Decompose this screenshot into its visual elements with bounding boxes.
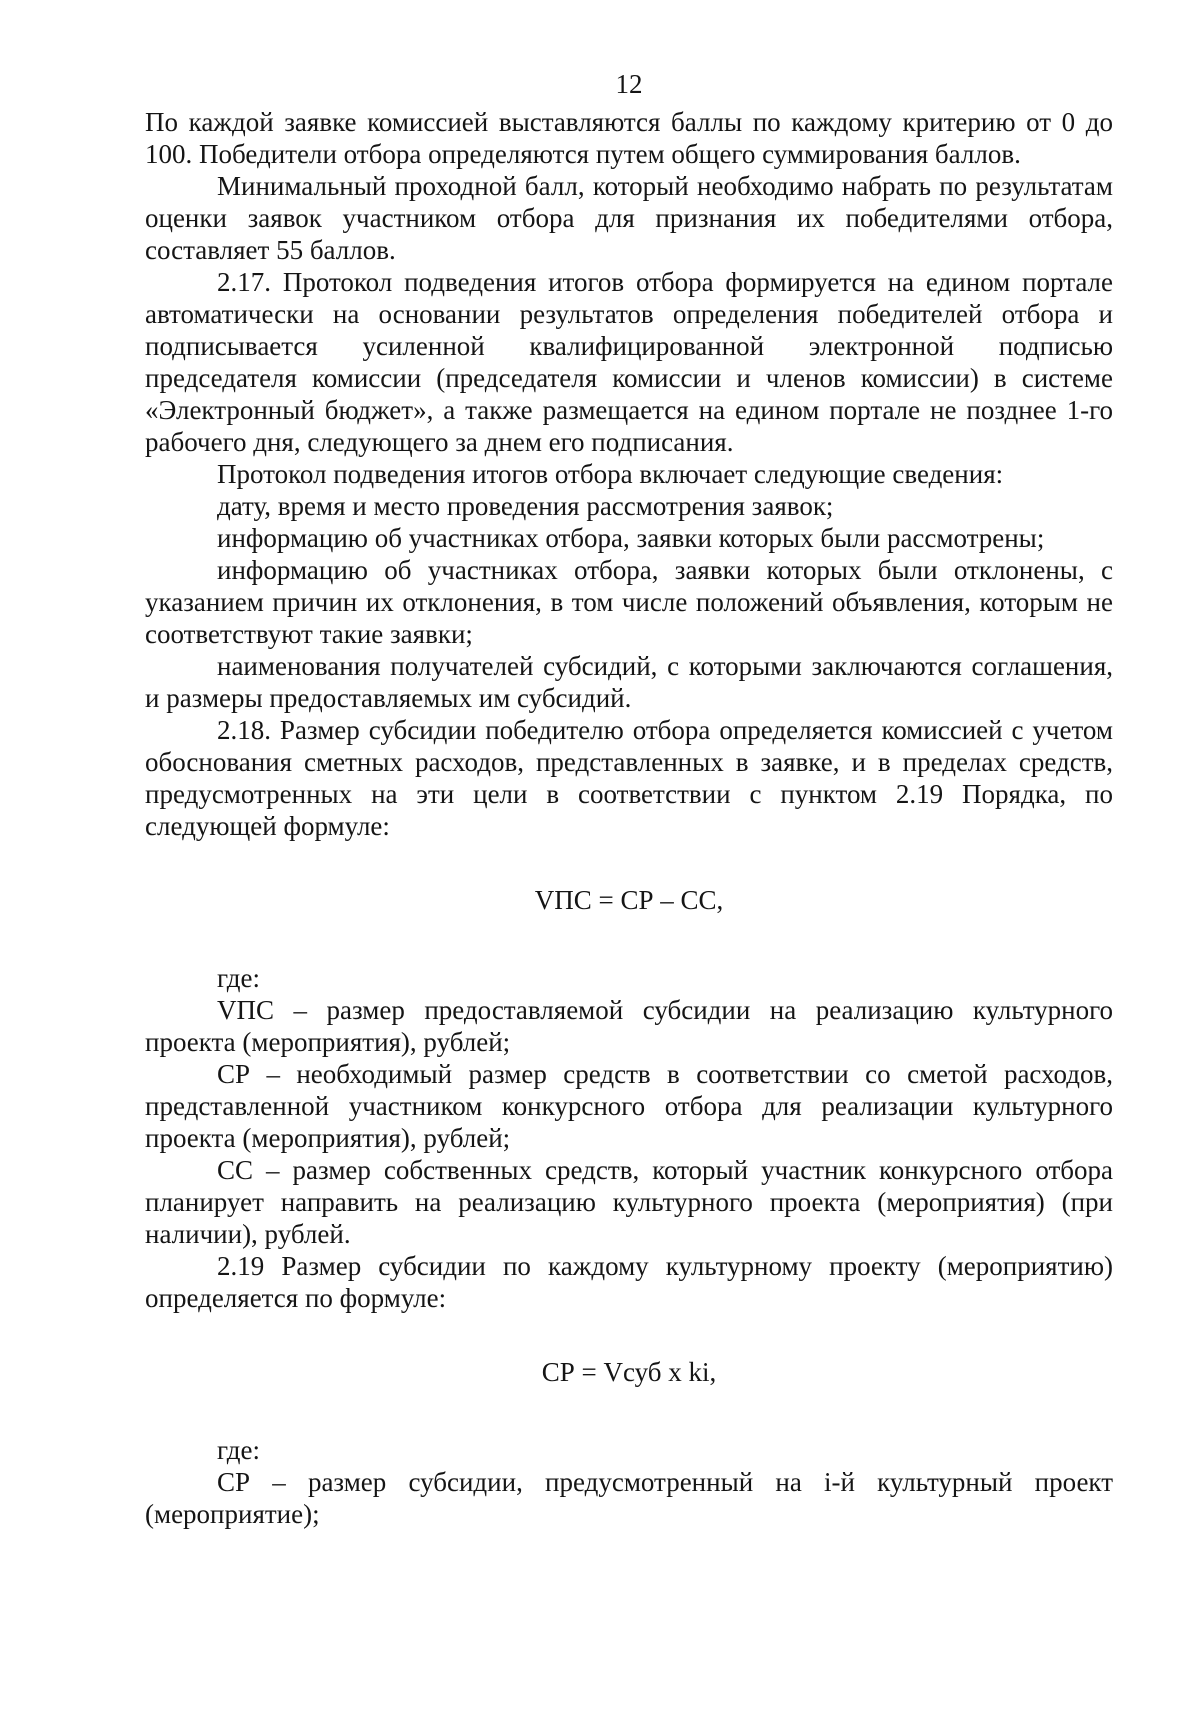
- formula-sr: СР = Vсуб x ki,: [541, 1357, 717, 1387]
- paragraph-2-18: 2.18. Размер субсидии победителю отбора определяется комиссией с учетом обоснования сметных расходов, представленных в заявке, и в пределах средств, предусмотренных на эти цели в соответствии с пунктом 2.19 Порядка, по следующей формуле:: [145, 715, 1113, 841]
- page-number: 12: [615, 69, 643, 99]
- top-text-block: [145, 106, 1113, 842]
- list-item-considered: информацию об участниках отбора, заявки которых были рассмотрены;: [217, 523, 1045, 553]
- paragraph-scoring: По каждой заявке комиссией выставляются баллы по каждому критерию от 0 до 100. Победители отбора определяются путем общего суммирования баллов.: [145, 107, 1113, 169]
- definition-sr: СР – необходимый размер средств в соответствии со сметой расходов, представленной участником конкурсного отбора для реализации культурного проекта (мероприятия), рублей;: [145, 1059, 1113, 1153]
- definition-sr-2: СР – размер субсидии, предусмотренный на i-й культурный проект (мероприятие);: [145, 1467, 1113, 1529]
- list-item-recipients: наименования получателей субсидий, с которыми заключаются соглашения, и размеры предоставляемых им субсидий.: [145, 651, 1113, 713]
- list-item-rejected: информацию об участниках отбора, заявки которых были отклонены, с указанием причин их отклонения, в том числе положений объявления, которым не соответствуют такие заявки;: [145, 555, 1113, 649]
- paragraph-2-19: 2.19 Размер субсидии по каждому культурному проекту (мероприятию) определяется по формуле:: [145, 1251, 1113, 1313]
- formula-vps: VПС = СР – СС,: [534, 885, 724, 915]
- list-item-date-time: дату, время и место проведения рассмотрения заявок;: [217, 491, 834, 521]
- bottom-text-block: [145, 1434, 1113, 1530]
- middle-text-block: [145, 962, 1113, 1314]
- where-label-2: где:: [217, 1435, 260, 1465]
- definition-ss: СС – размер собственных средств, который участник конкурсного отбора планирует направить на реализацию культурного проекта (мероприятия) (при наличии), рублей.: [145, 1155, 1113, 1249]
- paragraph-protocol-contents: Протокол подведения итогов отбора включает следующие сведения:: [217, 459, 1004, 489]
- paragraph-minimum-score: Минимальный проходной балл, который необходимо набрать по результатам оценки заявок участником отбора для признания их победителями отбора, составляет 55 баллов.: [145, 171, 1113, 265]
- document-page: [145, 68, 1113, 1530]
- paragraph-2-17: 2.17. Протокол подведения итогов отбора формируется на едином портале автоматически на основании результатов определения победителей отбора и подписывается усиленной квалифицированной электронной подписью председателя комиссии (председателя комиссии и членов комиссии) в системе «Электронный бюджет», а также размещается на едином портале не позднее 1-го рабочего дня, следующего за днем его подписания.: [145, 267, 1113, 457]
- where-label: где:: [217, 963, 260, 993]
- definition-vps: VПС – размер предоставляемой субсидии на реализацию культурного проекта (мероприятия), рублей;: [145, 995, 1113, 1057]
